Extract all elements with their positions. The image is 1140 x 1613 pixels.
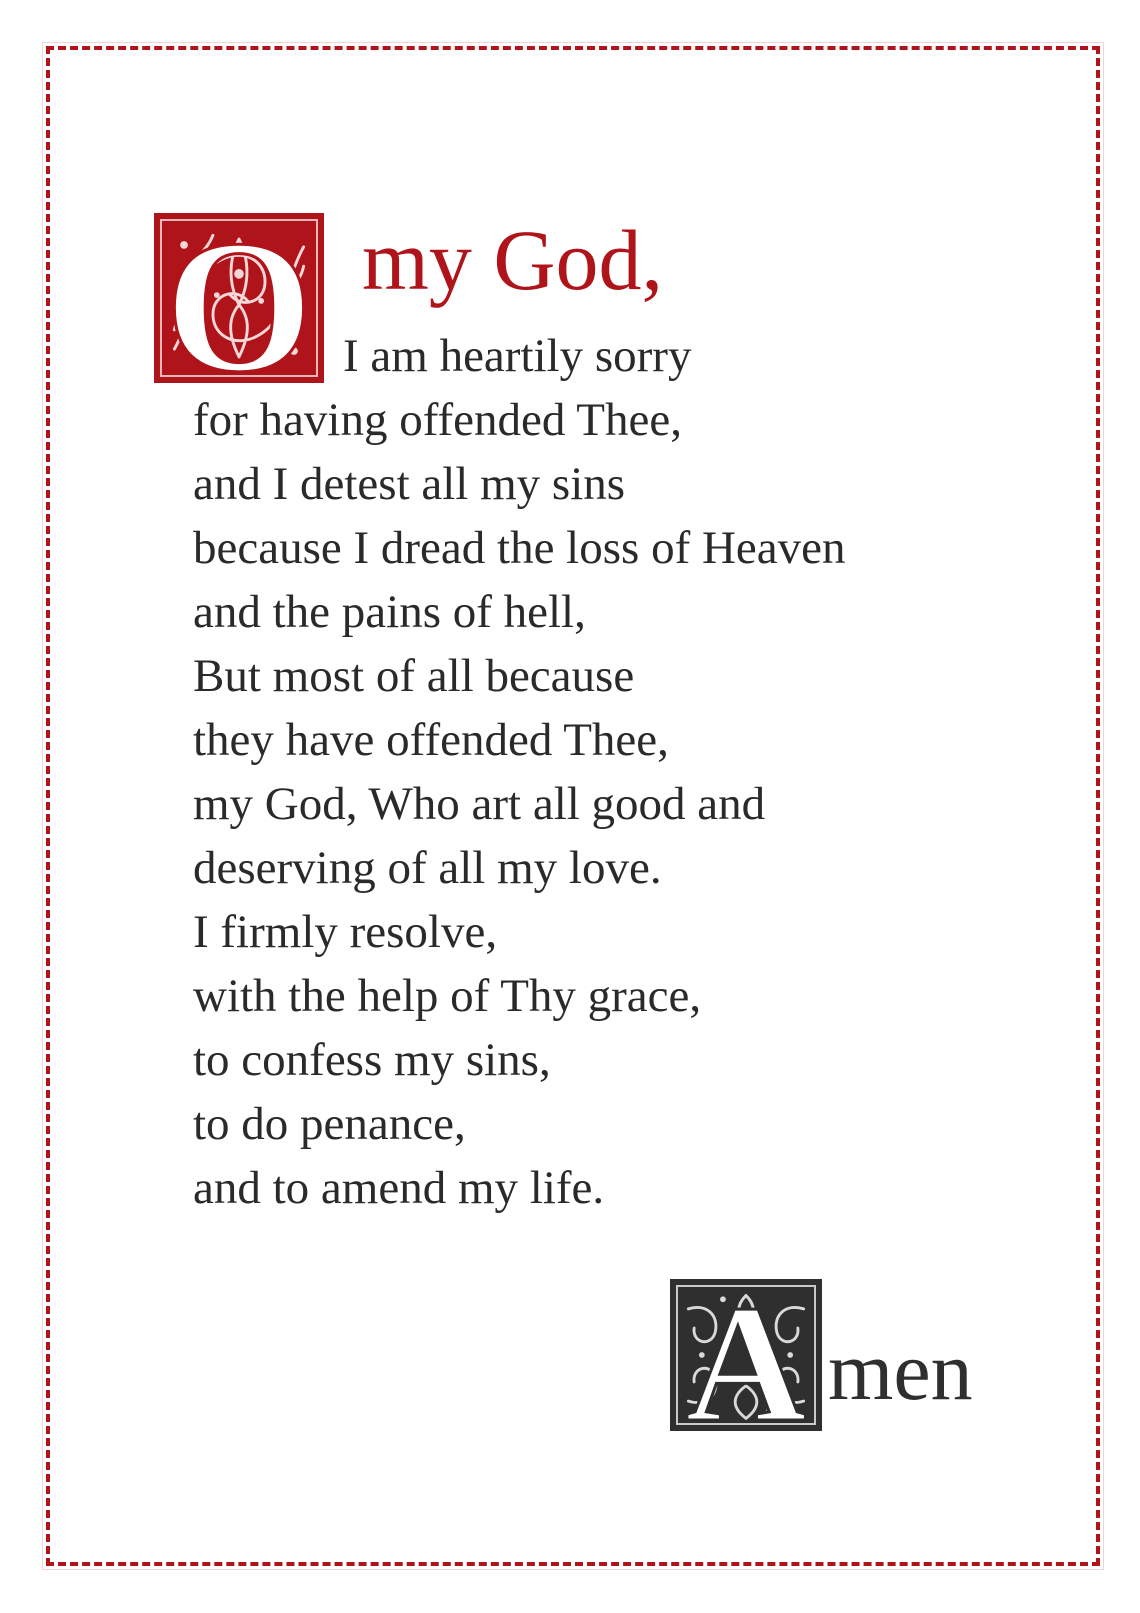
amen-word-rest: men [828, 1325, 973, 1418]
prayer-line: my God, Who art all good and [193, 778, 766, 830]
prayer-heading: my God, [362, 212, 663, 308]
prayer-line: because I dread the loss of Heaven [193, 522, 846, 574]
prayer-line: to confess my sins, [193, 1034, 551, 1086]
prayer-line: they have offended Thee, [193, 714, 669, 766]
prayer-line: with the help of Thy grace, [193, 970, 702, 1022]
prayer-line: deserving of all my love. [193, 842, 662, 894]
prayer-line: and to amend my life. [193, 1162, 605, 1214]
ornamental-initial-a [670, 1279, 822, 1431]
initial-letter-o: O [165, 213, 313, 383]
ornamental-initial-o [154, 213, 324, 383]
initial-letter-a: A [685, 1279, 807, 1431]
prayer-line: to do penance, [193, 1098, 466, 1150]
prayer-line: for having offended Thee, [193, 394, 682, 446]
prayer-line: I firmly resolve, [193, 906, 498, 958]
prayer-line: But most of all because [193, 650, 635, 702]
prayer-line: and the pains of hell, [193, 586, 586, 638]
prayer-line: I am heartily sorry [343, 330, 692, 382]
prayer-line: and I detest all my sins [193, 458, 626, 510]
